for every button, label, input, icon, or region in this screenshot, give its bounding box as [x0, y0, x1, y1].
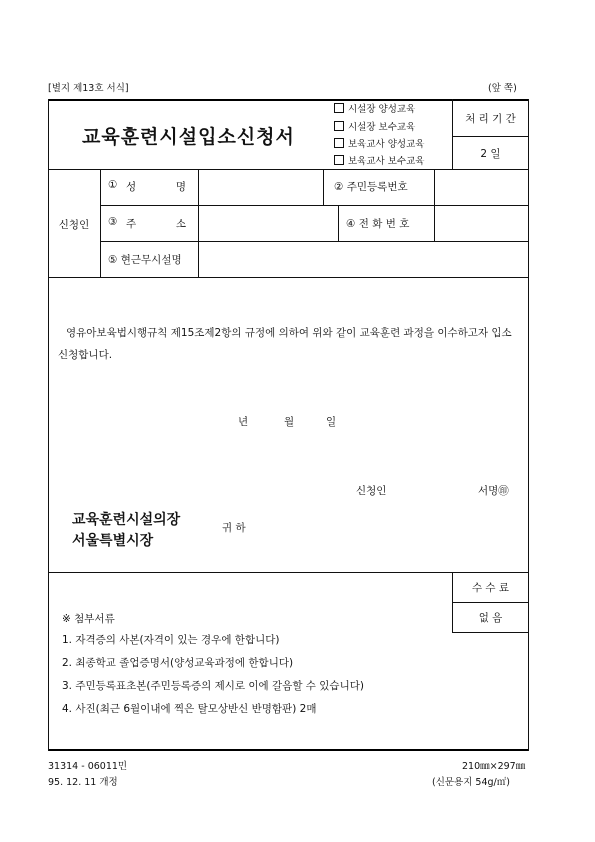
address-label: 주 소 — [126, 218, 186, 230]
applicant-section-label: 신청인 — [58, 219, 90, 231]
checkbox-icon — [334, 155, 344, 165]
application-statement: 영유아보육법시행규칙 제15조제2항의 규정에 의하여 위와 같이 교육훈련 과정을 이수하고자 입소신청합니다. — [58, 327, 512, 361]
attachments-title: ※ 첨부서류 — [62, 613, 115, 625]
date-year-label: 년 — [238, 416, 249, 428]
option-teacher-refresher[interactable] — [334, 153, 424, 167]
option-label: 시설장 보수교육 — [348, 122, 416, 133]
attachment-item: 1. 자격증의 사본(자격이 있는 경우에 한합니다) — [62, 634, 280, 646]
workplace-label: ⑤ 현근무시설명 — [108, 254, 182, 266]
honorific: 귀 하 — [222, 522, 246, 534]
name-field[interactable] — [200, 171, 321, 203]
form-code: 31314 - 06011민 — [48, 761, 128, 772]
processing-period-value: 2 일 — [480, 148, 501, 160]
fee-value: 없 음 — [478, 612, 503, 624]
name-label: 성 명 — [126, 181, 186, 193]
address-field[interactable] — [200, 207, 336, 239]
recipient-title: 교육훈련시설의장 서울특별시장 — [72, 512, 181, 549]
rrn-field[interactable] — [436, 171, 526, 203]
fee-label: 수 수 료 — [471, 582, 510, 594]
signature-seal-label: 서명㊞ — [478, 485, 509, 497]
checkbox-icon — [334, 121, 344, 131]
rrn-label: ② 주민등록번호 — [334, 181, 408, 193]
attachment-item: 4. 사진(최근 6월이내에 찍은 탈모상반신 반명함판) 2매 — [62, 703, 317, 715]
signer-label: 신청인 — [356, 485, 387, 497]
option-label: 보육교사 양성교육 — [348, 139, 425, 150]
option-label: 시설장 양성교육 — [348, 104, 416, 115]
attachment-item: 3. 주민등록표초본(주민등록증의 제시로 이에 갈음할 수 있습니다) — [62, 680, 364, 692]
workplace-field[interactable] — [200, 243, 526, 275]
option-director-training[interactable] — [334, 101, 415, 115]
processing-period-label: 처 리 기 간 — [465, 113, 516, 125]
page-side: (앞 쪽) — [488, 83, 517, 94]
paper-type: (신문용지 54g/㎡) — [432, 777, 510, 788]
phone-field[interactable] — [436, 207, 526, 239]
date-month-label: 월 — [284, 416, 295, 428]
address-number: ③ — [108, 216, 118, 228]
form-title: 교육훈련시설입소신청서 — [82, 126, 295, 148]
option-label: 보육교사 보수교육 — [348, 156, 425, 167]
revision-date: 95. 12. 11 개정 — [48, 777, 118, 788]
checkbox-icon — [334, 138, 344, 148]
option-director-refresher[interactable] — [334, 119, 415, 133]
attachment-item: 2. 최종학교 졸업증명서(양성교육과정에 한합니다) — [62, 657, 294, 669]
option-teacher-training[interactable] — [334, 136, 424, 150]
phone-label: ④ 전 화 번 호 — [346, 218, 410, 230]
checkbox-icon — [334, 103, 344, 113]
date-day-label: 일 — [326, 416, 337, 428]
paper-size: 210㎜×297㎜ — [462, 761, 526, 772]
name-number: ① — [108, 179, 118, 191]
form-number: [별지 제13호 서식] — [48, 83, 129, 94]
